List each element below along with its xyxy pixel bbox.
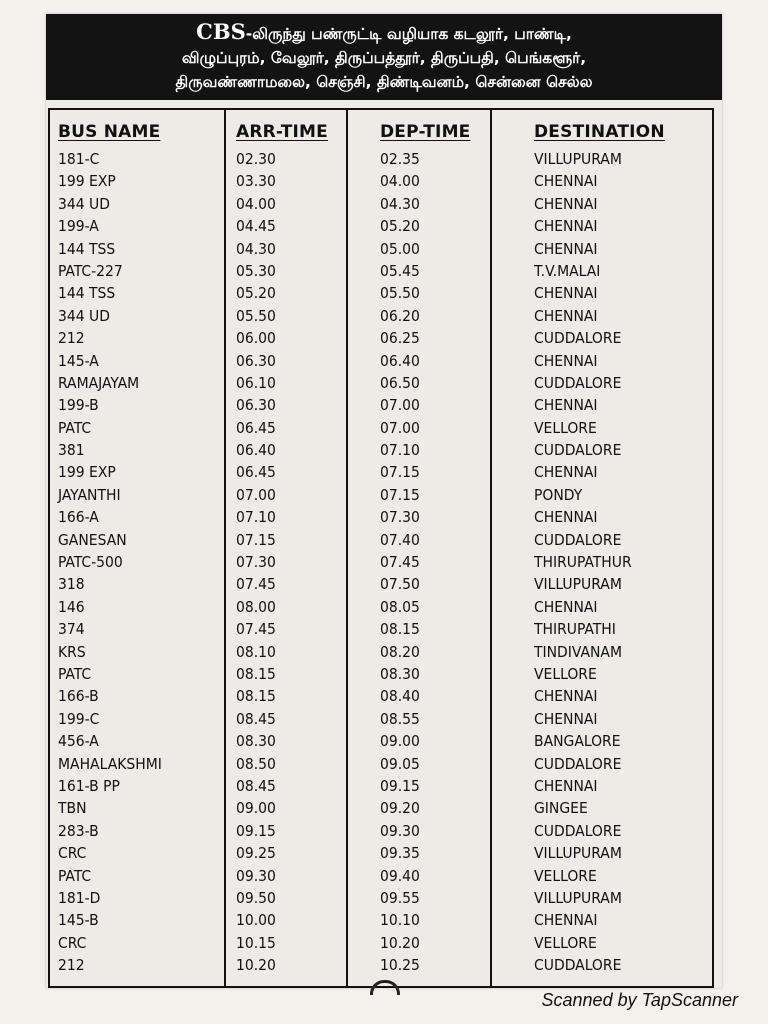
column-header-bus-name: BUS NAME: [58, 122, 161, 142]
destination-cell: CUDDALORE: [534, 373, 622, 392]
destination-cell: VELLORE: [534, 933, 597, 952]
destination-cell: BANGALORE: [534, 732, 621, 751]
bus-name-cell: 166-A: [58, 508, 99, 527]
destination-cell: CUDDALORE: [534, 530, 622, 549]
destination-cell: CUDDALORE: [534, 441, 622, 460]
arr-time-cell: 04.30: [236, 239, 276, 258]
table-row: [50, 708, 712, 730]
dep-time-cell: 06.40: [380, 351, 420, 370]
bus-name-cell: 161-B PP: [58, 776, 120, 795]
table-row: [50, 506, 712, 528]
dep-time-cell: 06.20: [380, 306, 420, 325]
table-row: [50, 887, 712, 909]
destination-cell: THIRUPATHUR: [534, 553, 632, 572]
table-row: [50, 215, 712, 237]
table-row: [50, 753, 712, 775]
destination-cell: CHENNAI: [534, 194, 598, 213]
arr-time-cell: 06.10: [236, 373, 276, 392]
dep-time-cell: 08.20: [380, 642, 420, 661]
bus-name-cell: 381: [58, 441, 85, 460]
arr-time-cell: 07.30: [236, 553, 276, 572]
dep-time-cell: 07.50: [380, 575, 420, 594]
arr-time-cell: 07.10: [236, 508, 276, 527]
header-line-2: விழுப்புரம், வேலூர், திருப்பத்தூர், திருப்பதி, பெங்களூர்,: [181, 49, 587, 67]
table-row: [50, 305, 712, 327]
timetable-page: [46, 14, 722, 988]
dep-time-cell: 04.00: [380, 172, 420, 191]
bus-name-cell: TBN: [58, 799, 87, 818]
arr-time-cell: 06.40: [236, 441, 276, 460]
destination-cell: T.V.MALAI: [534, 261, 601, 280]
arr-time-cell: 02.30: [236, 150, 276, 168]
table-row: [50, 439, 712, 461]
arr-time-cell: 08.45: [236, 776, 276, 795]
destination-cell: CHENNAI: [534, 351, 598, 370]
destination-cell: CUDDALORE: [534, 754, 622, 773]
arr-time-cell: 07.15: [236, 530, 276, 549]
dep-time-cell: 10.25: [380, 956, 420, 975]
bus-name-cell: CRC: [58, 933, 87, 952]
destination-cell: CHENNAI: [534, 776, 598, 795]
bus-name-cell: PATC: [58, 418, 92, 437]
arr-time-cell: 08.15: [236, 664, 276, 683]
bus-name-cell: 374: [58, 620, 85, 639]
destination-cell: THIRUPATHI: [534, 620, 616, 639]
header-line-1-text: -லிருந்து பண்ருட்டி வழியாக கடலூர், பாண்டி,: [245, 25, 572, 43]
bus-name-cell: 199 EXP: [58, 172, 116, 191]
dep-time-cell: 07.10: [380, 441, 420, 460]
table-row: [50, 148, 712, 170]
dep-time-cell: 07.00: [380, 396, 420, 415]
bus-name-cell: 344 UD: [58, 194, 110, 213]
arr-time-cell: 03.30: [236, 172, 276, 191]
bus-name-cell: 144 TSS: [58, 239, 116, 258]
column-header-destination: DESTINATION: [534, 122, 665, 142]
table-row: [50, 551, 712, 573]
bus-name-cell: MAHALAKSHMI: [58, 754, 162, 773]
bus-name-cell: 318: [58, 575, 85, 594]
table-row: [50, 820, 712, 842]
destination-cell: VILLUPURAM: [534, 888, 622, 907]
dep-time-cell: 05.20: [380, 217, 420, 236]
column-header-dep-time: DEP-TIME: [380, 122, 471, 142]
arr-time-cell: 08.45: [236, 709, 276, 728]
dep-time-cell: 02.35: [380, 150, 420, 168]
destination-cell: CUDDALORE: [534, 821, 622, 840]
table-row: [50, 350, 712, 372]
bus-name-cell: 199-C: [58, 709, 100, 728]
dep-time-cell: 07.40: [380, 530, 420, 549]
destination-cell: CHENNAI: [534, 687, 598, 706]
dep-time-cell: 08.15: [380, 620, 420, 639]
destination-cell: CHENNAI: [534, 709, 598, 728]
bus-name-cell: RAMAJAYAM: [58, 373, 140, 392]
arr-time-cell: 08.10: [236, 642, 276, 661]
timetable-rows: [50, 148, 712, 976]
destination-cell: CHENNAI: [534, 172, 598, 191]
dep-time-cell: 07.45: [380, 553, 420, 572]
arr-time-cell: 05.20: [236, 284, 276, 303]
destination-cell: VILLUPURAM: [534, 844, 622, 863]
destination-cell: CHENNAI: [534, 239, 598, 258]
dep-time-cell: 08.55: [380, 709, 420, 728]
bus-name-cell: 199-A: [58, 217, 99, 236]
destination-cell: CUDDALORE: [534, 329, 622, 348]
dep-time-cell: 05.00: [380, 239, 420, 258]
arr-time-cell: 09.30: [236, 866, 276, 885]
destination-cell: VILLUPURAM: [534, 575, 622, 594]
destination-cell: CHENNAI: [534, 284, 598, 303]
bus-name-cell: GANESAN: [58, 530, 127, 549]
arr-time-cell: 09.15: [236, 821, 276, 840]
destination-cell: VELLORE: [534, 664, 597, 683]
timetable-table: [48, 108, 714, 988]
dep-time-cell: 09.00: [380, 732, 420, 751]
table-row: [50, 417, 712, 439]
dep-time-cell: 07.00: [380, 418, 420, 437]
arr-time-cell: 10.20: [236, 956, 276, 975]
table-row: [50, 909, 712, 931]
table-row: [50, 170, 712, 192]
destination-cell: CHENNAI: [534, 217, 598, 236]
arr-time-cell: 07.45: [236, 575, 276, 594]
bus-name-cell: 344 UD: [58, 306, 110, 325]
bus-name-cell: PATC-500: [58, 553, 123, 572]
dep-time-cell: 06.25: [380, 329, 420, 348]
dep-time-cell: 09.30: [380, 821, 420, 840]
table-row: [50, 484, 712, 506]
arr-time-cell: 08.30: [236, 732, 276, 751]
scanner-watermark: Scanned by TapScanner: [541, 990, 738, 1010]
destination-cell: CHENNAI: [534, 597, 598, 616]
table-row: [50, 730, 712, 752]
bus-name-cell: 283-B: [58, 821, 99, 840]
arr-time-cell: 08.00: [236, 597, 276, 616]
table-row: [50, 663, 712, 685]
dep-time-cell: 09.15: [380, 776, 420, 795]
table-row: [50, 260, 712, 282]
table-row: [50, 193, 712, 215]
dep-time-cell: 05.45: [380, 261, 420, 280]
dep-time-cell: 09.55: [380, 888, 420, 907]
bus-name-cell: 456-A: [58, 732, 99, 751]
arr-time-cell: 06.00: [236, 329, 276, 348]
bus-name-cell: 146: [58, 597, 85, 616]
bus-name-cell: 199-B: [58, 396, 99, 415]
dep-time-cell: 09.35: [380, 844, 420, 863]
table-row: [50, 573, 712, 595]
destination-cell: TINDIVANAM: [534, 642, 622, 661]
arr-time-cell: 08.15: [236, 687, 276, 706]
arr-time-cell: 07.45: [236, 620, 276, 639]
destination-cell: VELLORE: [534, 418, 597, 437]
table-row: [50, 685, 712, 707]
arr-time-cell: 09.00: [236, 799, 276, 818]
arr-time-cell: 07.00: [236, 485, 276, 504]
bus-name-cell: 144 TSS: [58, 284, 116, 303]
header-line-1: [196, 20, 572, 46]
arr-time-cell: 05.30: [236, 261, 276, 280]
destination-cell: CHENNAI: [534, 911, 598, 930]
dep-time-cell: 07.15: [380, 485, 420, 504]
arr-time-cell: 06.45: [236, 418, 276, 437]
table-row: [50, 775, 712, 797]
table-row: [50, 327, 712, 349]
bus-name-cell: CRC: [58, 844, 87, 863]
bus-name-cell: PATC-227: [58, 261, 123, 280]
table-row: [50, 461, 712, 483]
dep-time-cell: 07.30: [380, 508, 420, 527]
dep-time-cell: 04.30: [380, 194, 420, 213]
table-row: [50, 372, 712, 394]
destination-cell: CHENNAI: [534, 463, 598, 482]
arr-time-cell: 09.25: [236, 844, 276, 863]
table-row: [50, 842, 712, 864]
table-row: [50, 596, 712, 618]
bus-name-cell: KRS: [58, 642, 86, 661]
table-row: [50, 954, 712, 976]
table-row: [50, 282, 712, 304]
bus-name-cell: 145-A: [58, 351, 99, 370]
arr-time-cell: 10.15: [236, 933, 276, 952]
destination-cell: VILLUPURAM: [534, 150, 622, 168]
arr-time-cell: 05.50: [236, 306, 276, 325]
destination-cell: PONDY: [534, 485, 583, 504]
bus-name-cell: 145-B: [58, 911, 99, 930]
destination-cell: CHENNAI: [534, 396, 598, 415]
destination-cell: CUDDALORE: [534, 956, 622, 975]
bus-name-cell: 181-D: [58, 888, 101, 907]
destination-cell: GINGEE: [534, 799, 588, 818]
header-cbs: CBS: [196, 19, 246, 44]
header-line-3: திருவண்ணாமலை, செஞ்சி, திண்டிவனம், சென்னை செல்ல: [175, 73, 593, 91]
table-row: [50, 865, 712, 887]
column-header-arr-time: ARR-TIME: [236, 122, 328, 142]
dep-time-cell: 09.20: [380, 799, 420, 818]
arr-time-cell: 06.30: [236, 351, 276, 370]
arr-time-cell: 06.45: [236, 463, 276, 482]
destination-cell: VELLORE: [534, 866, 597, 885]
dep-time-cell: 08.05: [380, 597, 420, 616]
bus-name-cell: PATC: [58, 866, 92, 885]
arr-time-cell: 04.00: [236, 194, 276, 213]
bus-name-cell: JAYANTHI: [58, 485, 121, 504]
dep-time-cell: 08.30: [380, 664, 420, 683]
dep-time-cell: 10.10: [380, 911, 420, 930]
table-row: [50, 641, 712, 663]
dep-time-cell: 07.15: [380, 463, 420, 482]
dep-time-cell: 06.50: [380, 373, 420, 392]
table-row: [50, 618, 712, 640]
table-row: [50, 797, 712, 819]
bus-name-cell: 199 EXP: [58, 463, 116, 482]
arr-time-cell: 10.00: [236, 911, 276, 930]
dep-time-cell: 08.40: [380, 687, 420, 706]
destination-cell: CHENNAI: [534, 306, 598, 325]
arr-time-cell: 08.50: [236, 754, 276, 773]
bus-name-cell: 181-C: [58, 150, 100, 168]
dep-time-cell: 09.40: [380, 866, 420, 885]
table-row: [50, 238, 712, 260]
bus-name-cell: 212: [58, 956, 85, 975]
arr-time-cell: 09.50: [236, 888, 276, 907]
table-row: [50, 394, 712, 416]
arr-time-cell: 04.45: [236, 217, 276, 236]
bus-name-cell: PATC: [58, 664, 92, 683]
destination-cell: CHENNAI: [534, 508, 598, 527]
bus-name-cell: 212: [58, 329, 85, 348]
dep-time-cell: 10.20: [380, 933, 420, 952]
dep-time-cell: 09.05: [380, 754, 420, 773]
timetable-header: [46, 14, 722, 100]
arr-time-cell: 06.30: [236, 396, 276, 415]
bus-name-cell: 166-B: [58, 687, 99, 706]
dep-time-cell: 05.50: [380, 284, 420, 303]
table-row: [50, 932, 712, 954]
table-row: [50, 529, 712, 551]
